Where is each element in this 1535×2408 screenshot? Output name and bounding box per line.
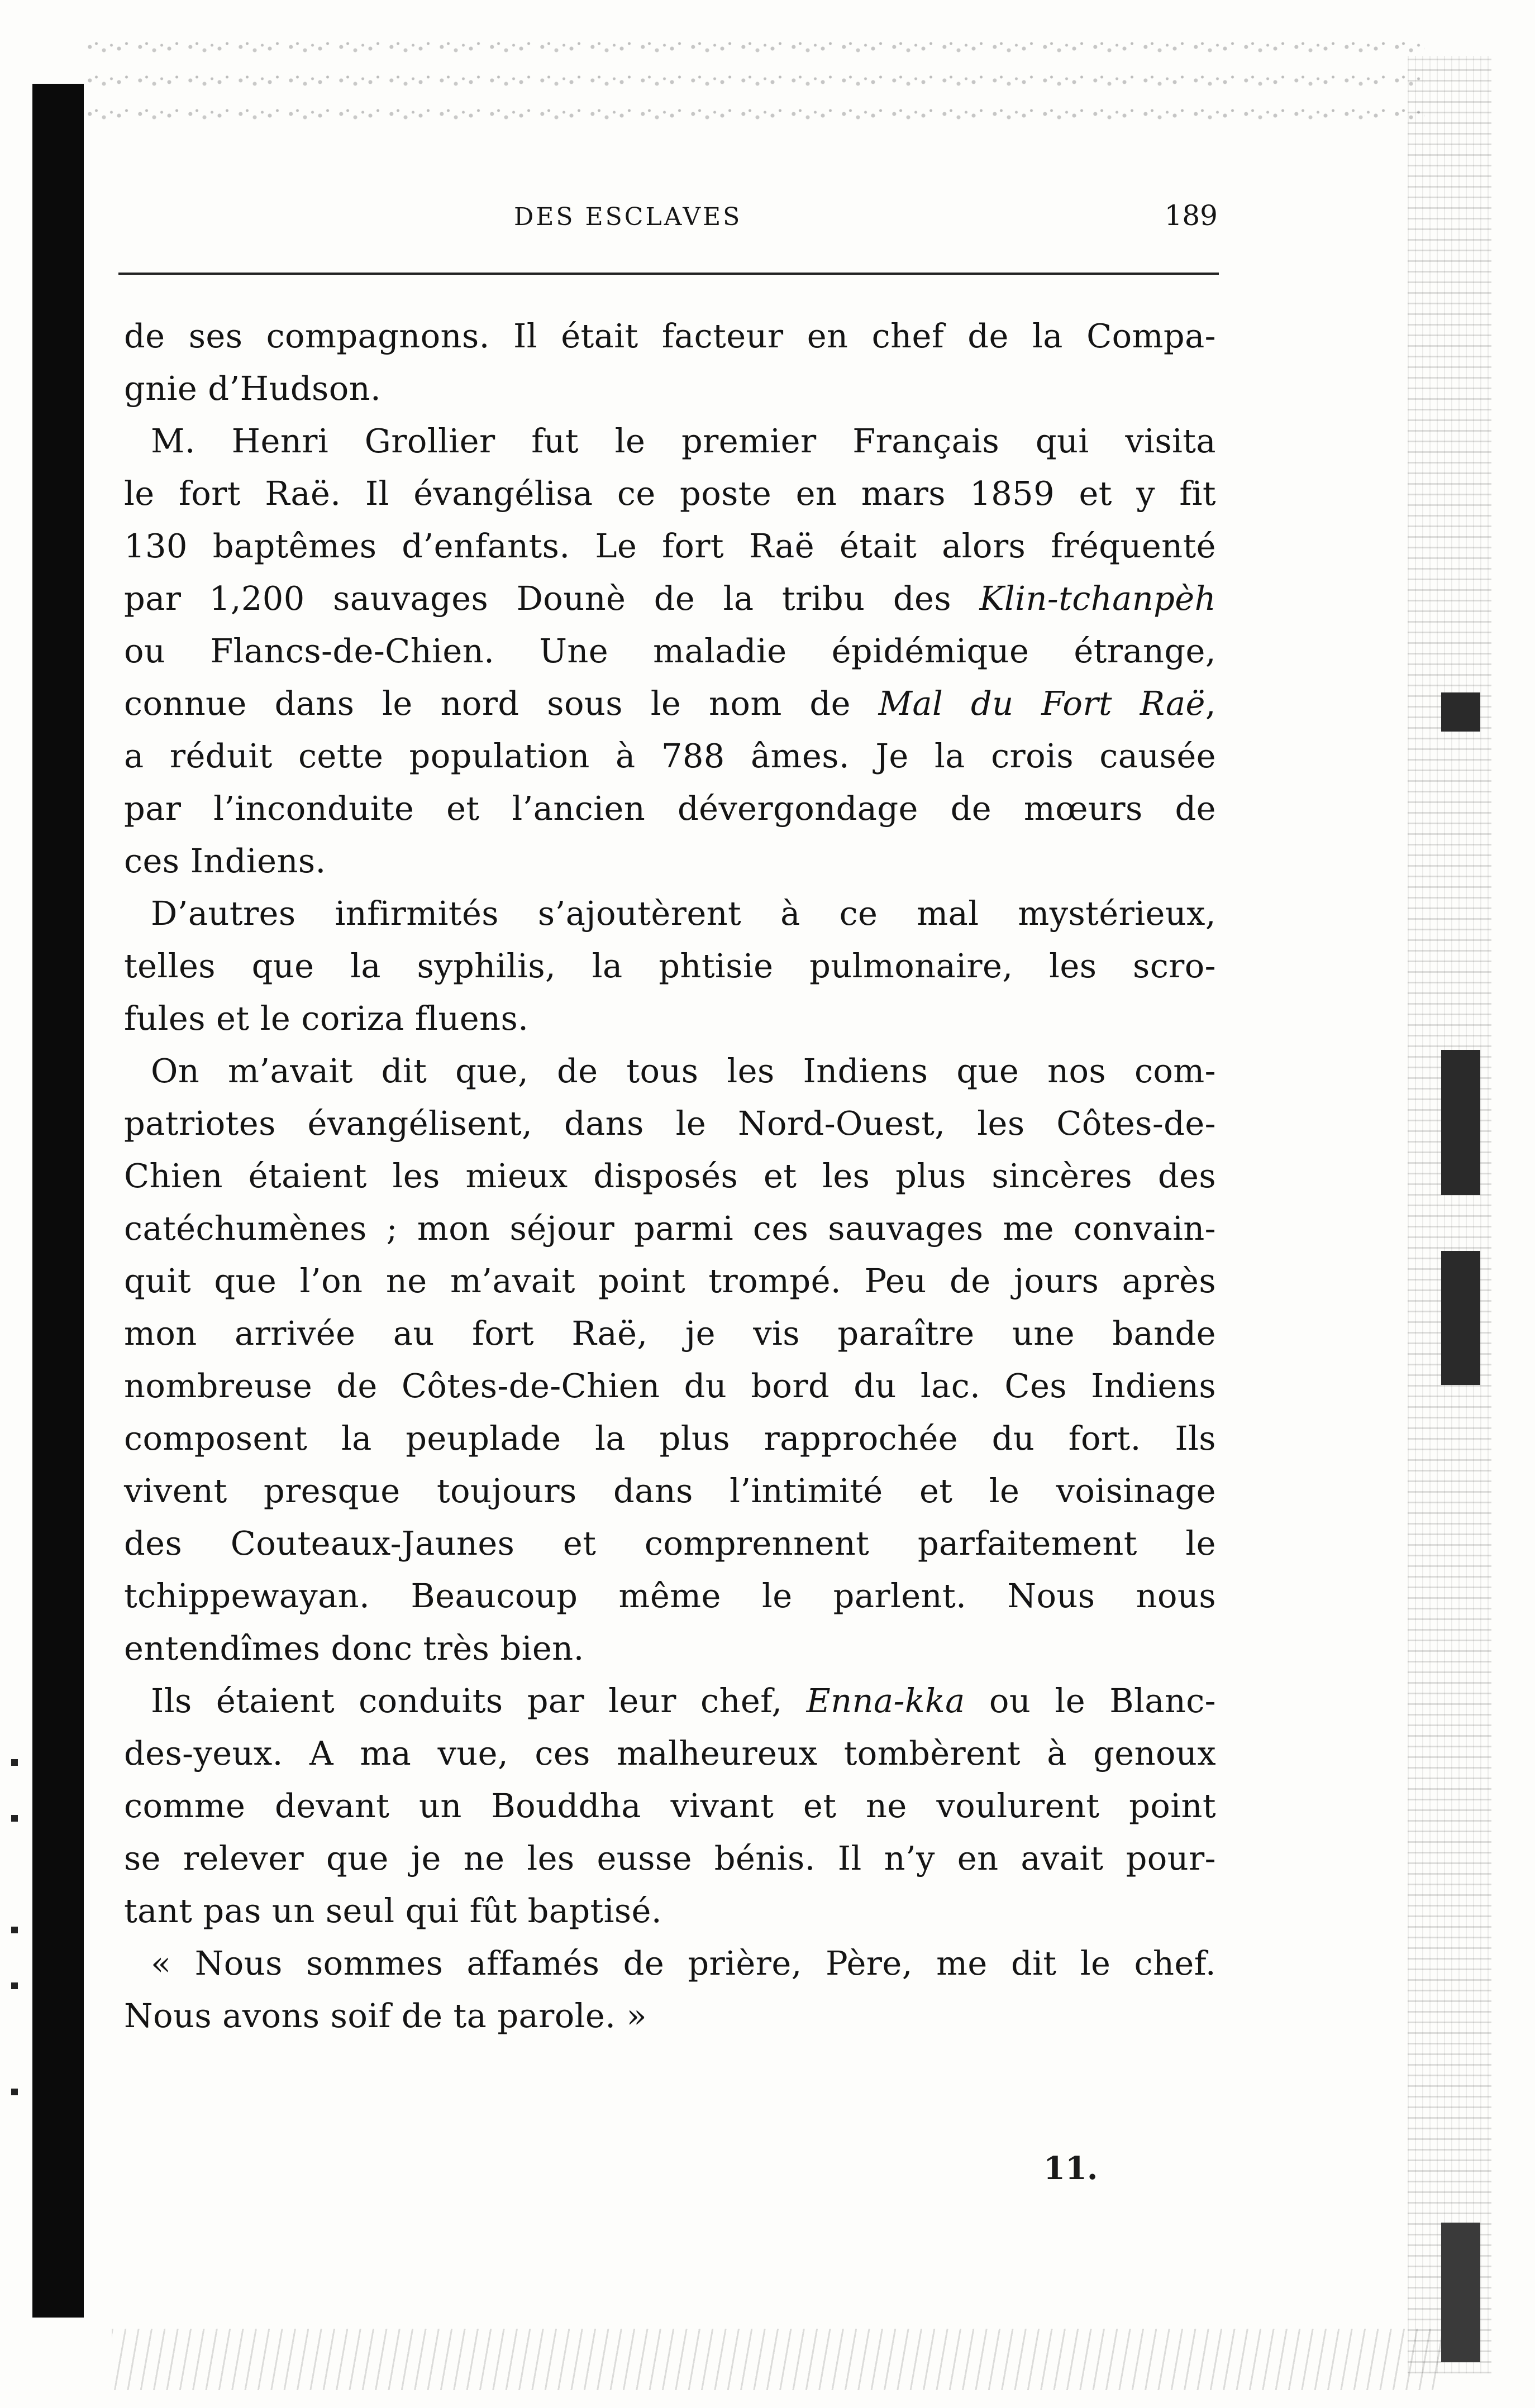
text-line: vivent presque toujours dans l’intimité et le voisinage (124, 1471, 1216, 1510)
signature-mark: 11. (1043, 2150, 1098, 2187)
text-line (124, 677, 1216, 730)
italic-term: Klin-tchanpèh (979, 579, 1216, 618)
text-line: a réduit cette population à 788 âmes. Je la crois causée (124, 737, 1216, 775)
page-number: 189 (1164, 199, 1218, 232)
text-line: comme devant un Bouddha vivant et ne voulurent point (124, 1786, 1216, 1825)
text-line: de ses compagnons. Il était facteur en chef de la Compa- (124, 317, 1216, 355)
text-line: des Couteaux-Jaunes et comprennent parfaitement le (124, 1524, 1216, 1563)
text-line: nombreuse de Côtes-de-Chien du bord du lac. Ces Indiens (124, 1367, 1216, 1405)
margin-dot (11, 1927, 18, 1933)
text-line: catéchumènes ; mon séjour parmi ces sauvages me convain- (124, 1209, 1216, 1248)
text-line: On m’avait dit que, de tous les Indiens que nos com- (151, 1052, 1216, 1090)
scan-noise-top (84, 34, 1424, 134)
text-line: M. Henri Grollier fut le premier Français qui visita (151, 422, 1216, 460)
text-line: ou Flancs-de-Chien. Une maladie épidémique étrange, (124, 632, 1216, 670)
margin-dot (11, 1815, 18, 1822)
header-rule (118, 273, 1219, 275)
text-line: par l’inconduite et l’ancien dévergondage de mœurs de (124, 789, 1216, 828)
text-line (124, 1675, 1216, 1727)
text-run: ou le Blanc- (965, 1681, 1216, 1720)
book-spine-shadow (32, 84, 84, 2318)
text-line: gnie d’Hudson. (124, 369, 382, 408)
body-text (124, 310, 1216, 2042)
running-title: DES ESCLAVES (514, 203, 742, 231)
margin-dot (11, 1759, 18, 1766)
text-run: connue dans le nord sous le nom de (124, 684, 879, 723)
scan-noise-bottom (112, 2329, 1441, 2390)
text-line: composent la peuplade la plus rapprochée du fort. Ils (124, 1419, 1216, 1458)
text-line: Nous avons soif de ta parole. » (124, 1996, 647, 2035)
page-header (123, 198, 1218, 237)
italic-term: Mal du Fort Raë (878, 684, 1205, 723)
text-line: patriotes évangélisent, dans le Nord-Ouest, les Côtes-de- (124, 1104, 1216, 1143)
text-line: 130 baptêmes d’enfants. Le fort Raë était alors fréquenté (124, 527, 1216, 565)
text-run: Ils étaient conduits par leur chef, (151, 1681, 807, 1720)
text-line: tant pas un seul qui fût baptisé. (124, 1891, 662, 1930)
text-line: des-yeux. A ma vue, ces malheureux tombèrent à genoux (124, 1734, 1216, 1772)
edge-artifact (1441, 1251, 1480, 1385)
text-line: entendîmes donc très bien. (124, 1629, 584, 1668)
text-line: tchippewayan. Beaucoup même le parlent. Nous nous (124, 1576, 1216, 1615)
text-line (124, 572, 1216, 625)
text-line: D’autres infirmités s’ajoutèrent à ce mal mystérieux, (151, 894, 1216, 933)
italic-term: Enna-kka (806, 1681, 965, 1720)
text-line: telles que la syphilis, la phtisie pulmonaire, les scro- (124, 947, 1216, 985)
text-line: se relever que je ne les eusse bénis. Il n’y en avait pour- (124, 1839, 1216, 1877)
text-line: quit que l’on ne m’avait point trompé. Peu de jours après (124, 1262, 1216, 1300)
edge-artifact (1441, 2223, 1480, 2362)
edge-artifact (1441, 1050, 1480, 1195)
text-line: ces Indiens. (124, 842, 326, 880)
margin-dot (11, 1982, 18, 1989)
text-line: mon arrivée au fort Raë, je vis paraître une bande (124, 1314, 1216, 1353)
text-line: Chien étaient les mieux disposés et les plus sincères des (124, 1157, 1216, 1195)
margin-dot (11, 2089, 18, 2095)
text-line: fules et le coriza fluens. (124, 999, 529, 1038)
text-line: « Nous sommes affamés de prière, Père, me dit le chef. (151, 1944, 1216, 1982)
scan-noise-right-edge (1408, 56, 1491, 2373)
edge-artifact (1441, 692, 1480, 732)
text-run: , (1205, 684, 1216, 723)
text-run: par 1,200 sauvages Dounè de la tribu des (124, 579, 980, 618)
text-line: le fort Raë. Il évangélisa ce poste en mars 1859 et y fit (124, 474, 1216, 513)
